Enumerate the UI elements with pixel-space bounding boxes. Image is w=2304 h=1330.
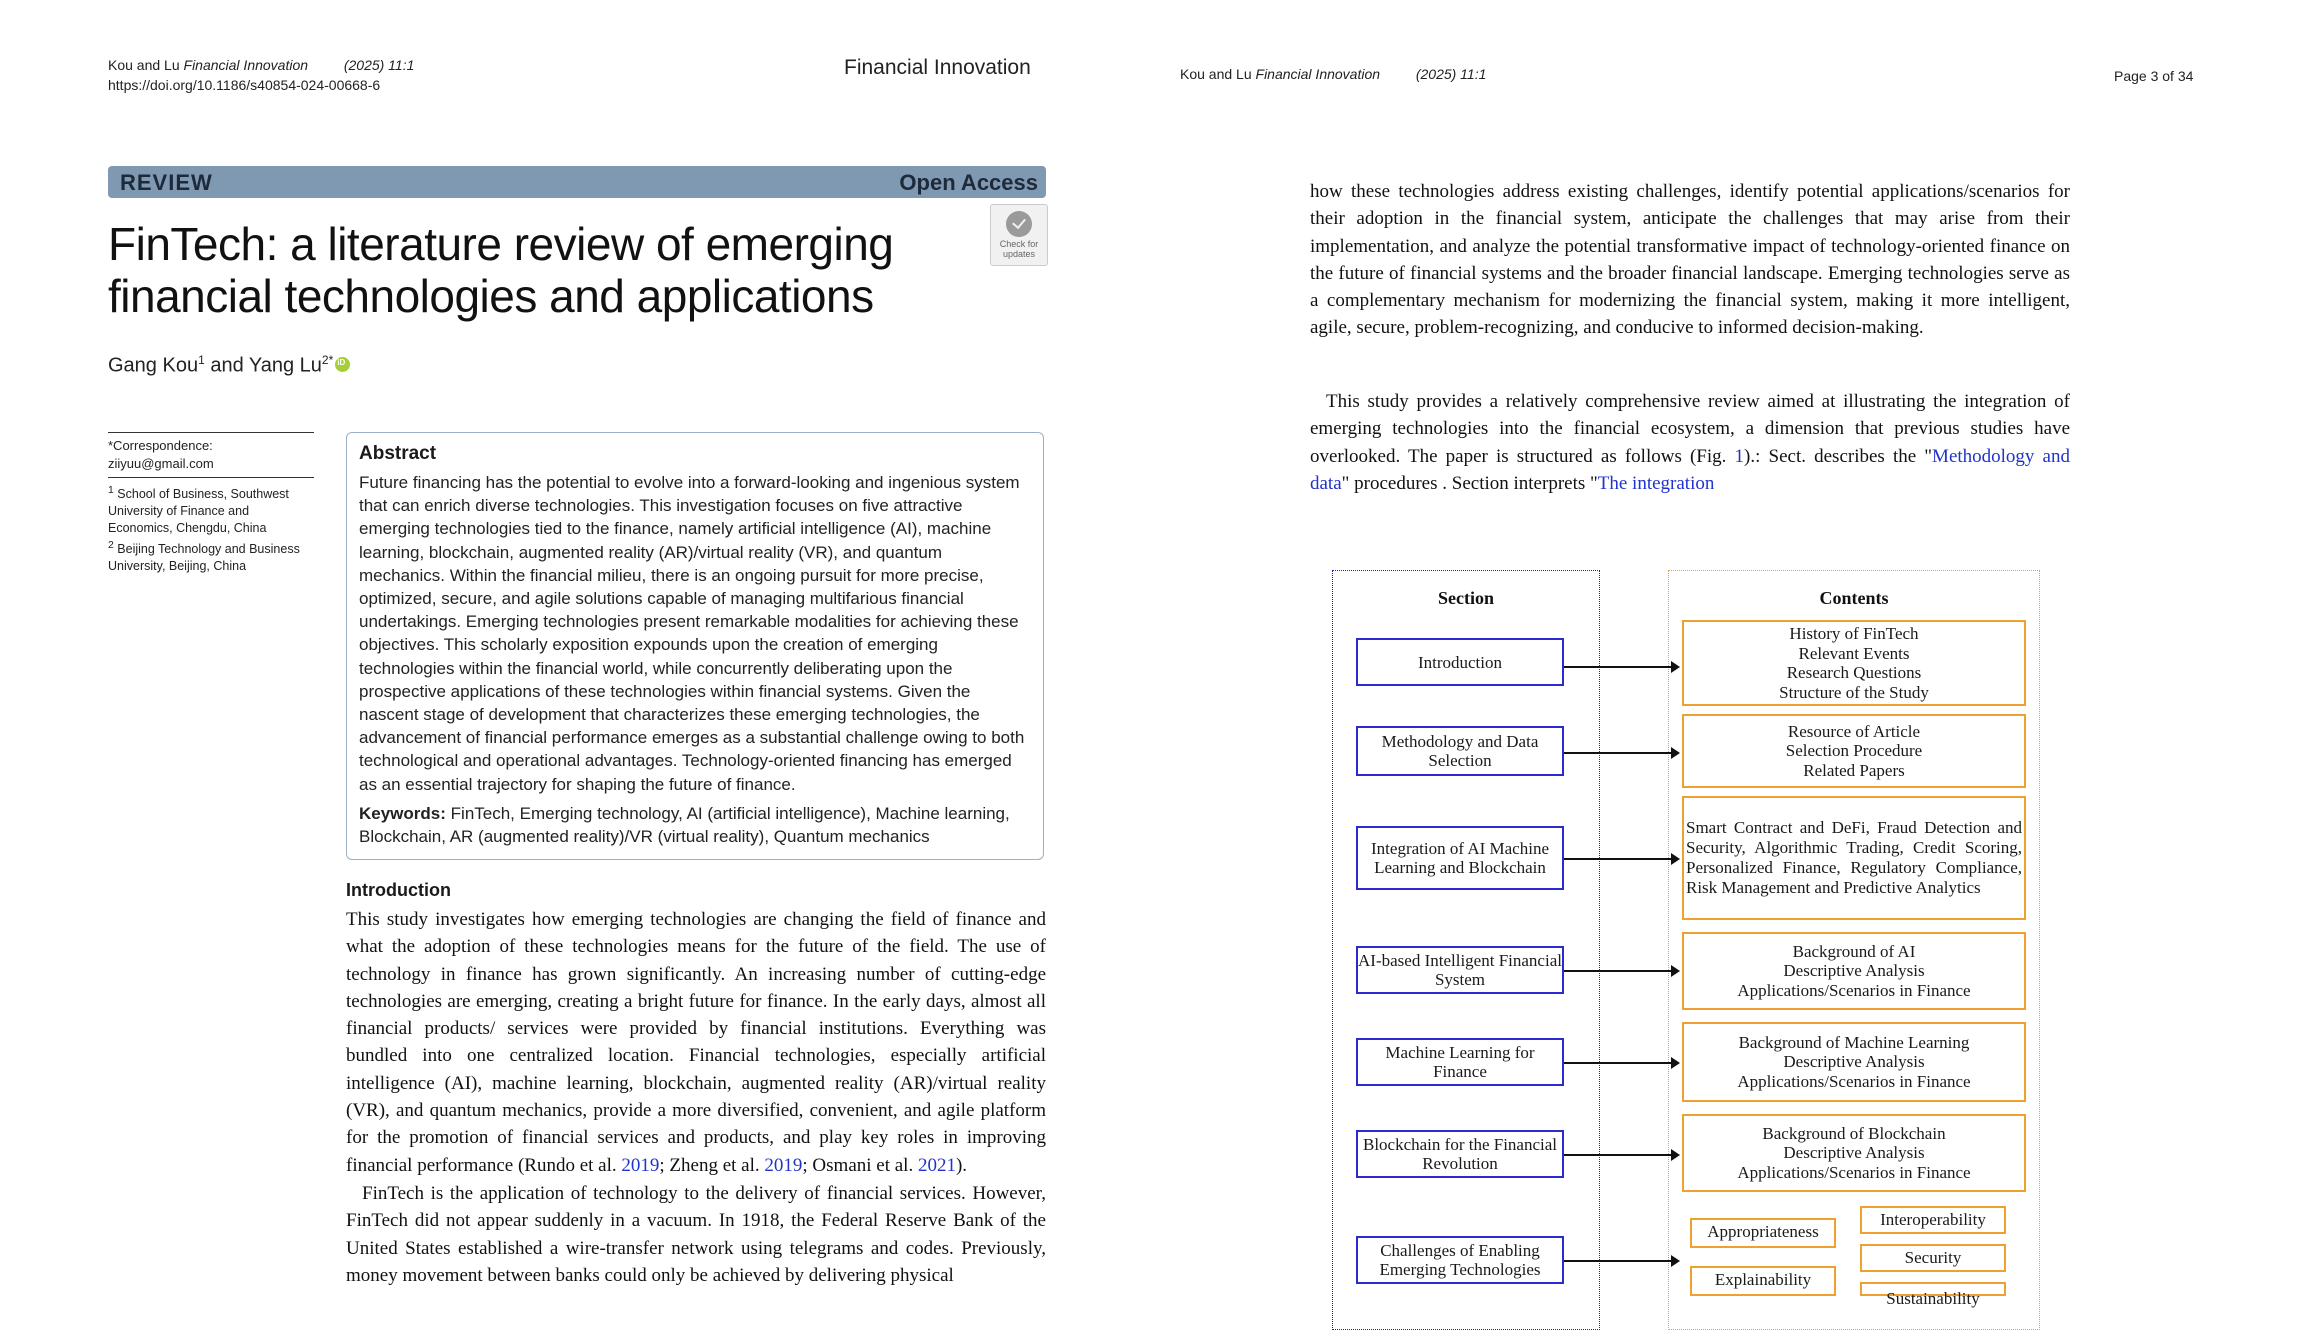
header-journal: Financial Innovation (183, 57, 309, 73)
correspondence-email[interactable]: ziiyuu@gmail.com (108, 456, 214, 471)
contents-column-title: Contents (1819, 588, 1889, 608)
right-paragraph-1: how these technologies address existing challenges, identify potential applications/scenarios for their adoption in the financial system, anticipate the challenges that may arise from their implementation, and analyze the potential transformative impact of technology-oriented finance on the future of financial systems and the broader financial landscape. Emerging technologies serve as a complementary mechanism for modernizing the financial system, making it more intelligent, agile, secure, problem-recognizing, and conducive to informed decision-making. (1310, 181, 2070, 339)
keywords (359, 802, 1031, 848)
orcid-icon[interactable] (335, 357, 350, 372)
page-number: Page 3 of 34 (2114, 68, 2194, 84)
section-box-ml: Machine Learning for Finance (1356, 1038, 1564, 1086)
contents-box-introduction: History of FinTech Relevant Events Research Questions Structure of the Study (1682, 620, 2026, 706)
header-citation (108, 57, 414, 73)
challenge-tag: Security (1860, 1244, 2006, 1272)
arrow-blockchain (1564, 1154, 1678, 1156)
header-authors: Kou and Lu (108, 57, 180, 73)
paper-title: FinTech: a literature review of emerging financial technologies and applications (108, 218, 894, 322)
correspondence-label: *Correspondence: (108, 438, 213, 453)
contents-box-ml: Background of Machine Learning Descriptive Analysis Applications/Scenarios in Finance (1682, 1022, 2026, 1102)
challenge-tag: Sustainability (1860, 1282, 2006, 1296)
keywords-label: Keywords: (359, 803, 446, 823)
header-doi[interactable]: https://doi.org/10.1186/s40854-024-00668-6 (108, 77, 381, 93)
section-box-blockchain: Blockchain for the Financial Revolution (1356, 1130, 1564, 1178)
check-updates-label: Check for updates (999, 239, 1039, 259)
contents-box-blockchain: Background of Blockchain Descriptive Analysis Applications/Scenarios in Finance (1682, 1114, 2026, 1192)
left-page (0, 0, 1152, 1296)
check-for-updates-badge[interactable] (990, 204, 1048, 266)
header-year-volume: (2025) 11:1 (343, 57, 415, 73)
affiliation-1: $^1$ School of Business, Southwest University of Finance and Economics, Chengdu, China (108, 485, 289, 536)
introduction-paragraph-2: FinTech is the application of technology to the delivery of financial services. However, FinTech did not appear suddenly in a vacuum. In 1918, the Federal Reserve Bank of the United States established a wire-transfer network using telegrams and codes. Previously, money movement between banks could only be achieved by delivering physical (346, 1183, 1046, 1286)
challenge-tag: Appropriateness (1690, 1218, 1836, 1248)
affiliation-2: $^2$ Beijing Technology and Business University, Beijing, China (108, 540, 300, 574)
section-box-introduction: Introduction (1356, 638, 1564, 686)
citation-link[interactable]: 2019 (764, 1154, 803, 1176)
introduction-paragraph-1: This study investigates how emerging technologies are changing the field of finance and what the adoption of these technologies means for the future of the field. The use of technology in finance has grown significantly. An increasing number of cutting-edge technologies are emerging, creating a bright future for finance. In the early days, almost all financial products/ services were provided by financial institutions. Everything was bundled into one centralized location. Financial technologies, especially artificial intelligence (AI), machine learning, blockchain, augmented reality (AR)/virtual reality (VR), and quantum mechanics, provide a more diversified, convenient, and agile platform for the promotion of financial services and products, and play key roles in improving financial performance (Rundo et al. 2019; Zheng et al. 2019; Osmani et al. 2021). (346, 909, 1046, 1176)
arrow-integration (1564, 858, 1678, 860)
citation-link[interactable]: 2021 (917, 1154, 956, 1176)
article-type-label: REVIEW (120, 170, 213, 195)
check-updates-icon (1006, 211, 1032, 237)
arrow-ai (1564, 970, 1678, 972)
header-citation-right: Kou and Lu Financial Innovation (2025) 11:1 (1180, 66, 1487, 82)
section-box-integration: Integration of AI Machine Learning and Blockchain (1356, 826, 1564, 890)
challenge-tag: Interoperability (1860, 1206, 2006, 1234)
keywords-list: FinTech, Emerging technology, AI (artificial intelligence), Machine learning, Blockchain, AR (augmented reality)/VR (virtual reality), Quantum mechanics (359, 803, 1010, 846)
arrow-challenges (1564, 1260, 1678, 1262)
figure-reference-link[interactable]: 1 (1734, 445, 1745, 467)
section-column-title: Section (1438, 588, 1494, 608)
section-box-ai: AI-based Intelligent Financial System (1356, 946, 1564, 994)
correspondence-block (108, 432, 314, 579)
abstract-heading: Abstract (359, 443, 437, 464)
author-list: Gang Kou$^1$ and Yang $Lu^{2*}iD$ (108, 353, 350, 378)
open-access-label: Open Access (899, 170, 1038, 195)
author-name[interactable]: Gang Kou (108, 354, 199, 377)
arrow-methodology (1564, 752, 1678, 754)
structure-figure (1318, 562, 2048, 1308)
header-journal-center: Financial Innovation (844, 56, 1031, 79)
abstract-text: Future financing has the potential to evolve into a forward-looking and ingenious system that can enrich diverse technologies. This investigation focuses on five attractive emerging technologies tied to the finance, namely artificial intelligence (AI), machine learning, blockchain, augmented reality (AR)/virtual reality (VR), and quantum mechanics. Within the financial milieu, there is an ongoing pursuit for more precise, optimized, secure, and agile solutions capable of managing multifarious financial undertakings. Emerging technologies present remarkable modalities for achieving these objectives. This scholarly exposition expounds upon the creation of emerging technologies within the financial world, while concurrently deliberating upon the prospective applications of these technologies within financial systems. Given the nascent stage of development that characterizes these emerging technologies, the advancement of financial performance emerges as a substantial challenge owing to both technological and operational advantages. Technology-oriented financing has emerged as an essential trajectory for shaping the future of finance. (359, 473, 1025, 794)
challenge-tag: Explainability (1690, 1266, 1836, 1296)
introduction-heading: Introduction (346, 880, 451, 900)
section-box-challenges: Challenges of Enabling Emerging Technologies (1356, 1236, 1564, 1284)
contents-box-methodology: Resource of Article Selection Procedure Related Papers (1682, 714, 2026, 788)
section-link-integration[interactable]: The integration (1597, 472, 1715, 494)
abstract-box (346, 432, 1044, 860)
section-link-methodology[interactable]: Methodology and data (1310, 445, 2070, 494)
right-paragraph-2: This study provides a relatively comprehensive review aimed at illustrating the integration of emerging technologies into the financial ecosystem, a dimension that previous studies have overlooked. The paper is structured as follows (Fig. 1).: Sect. describes the "Methodology and data" procedures . Section interprets "The integration (1310, 391, 2070, 494)
arrow-ml (1564, 1062, 1678, 1064)
review-banner (108, 166, 1046, 198)
contents-box-integration: Smart Contract and DeFi, Fraud Detection and Security, Algorithmic Trading, Credit Scoring, Personalized Finance, Regulatory Compliance, Risk Management and Predictive Analytics (1682, 796, 2026, 920)
author-name[interactable]: Yang Lu (248, 354, 322, 377)
contents-box-ai: Background of AI Descriptive Analysis Applications/Scenarios in Finance (1682, 932, 2026, 1010)
arrow-introduction (1564, 666, 1678, 668)
citation-link[interactable]: 2019 (621, 1154, 660, 1176)
section-box-methodology: Methodology and Data Selection (1356, 726, 1564, 776)
